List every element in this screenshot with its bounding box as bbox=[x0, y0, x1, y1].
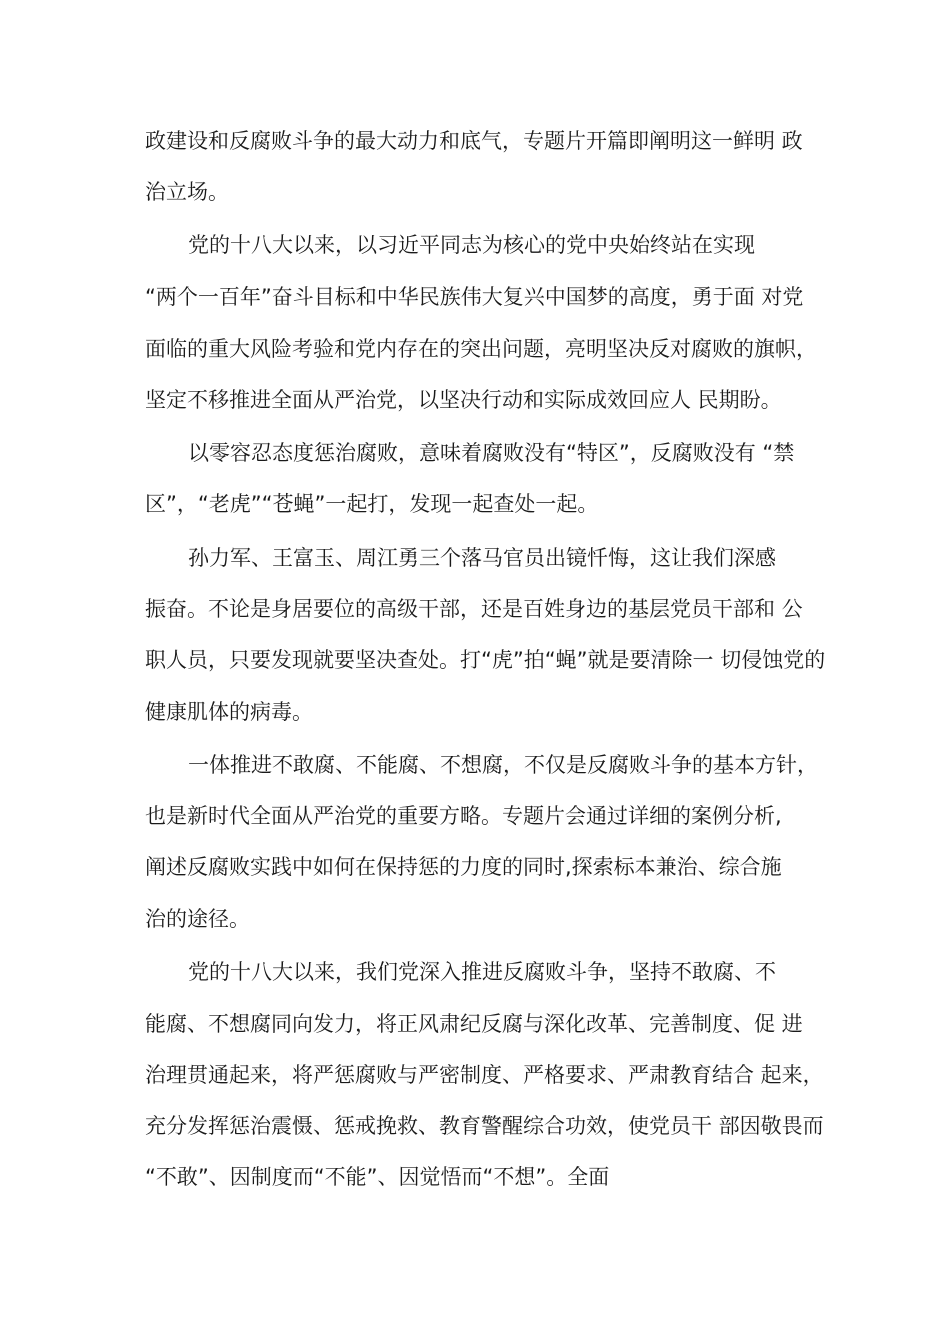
text-line: “两个一百年”奋斗目标和中华民族伟大复兴中国梦的高度，勇于面 对党 bbox=[145, 285, 804, 309]
paragraph-start: 党的十八大以来，我们党深入推进反腐败斗争，坚持不敢腐、不 bbox=[188, 960, 776, 984]
paragraph-start: 以零容忍态度惩治腐败，意味着腐败没有“特区”，反腐败没有 “禁 bbox=[188, 441, 795, 465]
text-line: 坚定不移推进全面从严治党，以坚决行动和实际成效回应人 民期盼。 bbox=[145, 388, 782, 412]
text-line: 能腐、不想腐同向发力，将正风肃纪反腐与深化改革、完善制度、促 进 bbox=[145, 1012, 803, 1036]
paragraph-start: 孙力军、王富玉、周江勇三个落马官员出镜忏悔，这让我们深感 bbox=[188, 546, 776, 570]
text-line: 阐述反腐败实践中如何在保持惩的力度的同时,探索标本兼治、综合施 bbox=[145, 855, 782, 879]
text-line: 治的途径。 bbox=[145, 907, 250, 931]
text-line: 治立场。 bbox=[145, 180, 229, 204]
text-line: 健康肌体的病毒。 bbox=[145, 700, 313, 724]
text-line: 面临的重大风险考验和党内存在的突出问题，亮明坚决反对腐败的旗帜， bbox=[145, 337, 817, 361]
text-line: 政建设和反腐败斗争的最大动力和底气，专题片开篇即阐明这一鲜明 政 bbox=[145, 129, 803, 153]
text-line: 治理贯通起来，将严惩腐败与严密制度、严格要求、严肃教育结合 起来， bbox=[145, 1063, 824, 1087]
text-line: 也是新时代全面从严治党的重要方略。专题片会通过详细的案例分析, bbox=[145, 804, 782, 828]
text-line: 充分发挥惩治震慑、惩戒挽救、教育警醒综合功效，使党员干 部因敬畏而 bbox=[145, 1114, 824, 1138]
text-line: 职人员，只要发现就要坚决查处。打“虎”拍“蝇”就是要清除一 切侵蚀党的 bbox=[145, 648, 826, 672]
text-line: “不敢”、因制度而“不能”、因觉悟而“不想”。全面 bbox=[145, 1165, 610, 1189]
text-line: 区”，“老虎”“苍蝇”一起打，发现一起查处一起。 bbox=[145, 492, 599, 516]
text-line: 振奋。不论是身居要位的高级干部，还是百姓身边的基层党员干部和 公 bbox=[145, 597, 803, 621]
paragraph-start: 党的十八大以来，以习近平同志为核心的党中央始终站在实现 bbox=[188, 233, 755, 257]
paragraph-start: 一体推进不敢腐、不能腐、不想腐，不仅是反腐败斗争的基本方针， bbox=[188, 753, 818, 777]
